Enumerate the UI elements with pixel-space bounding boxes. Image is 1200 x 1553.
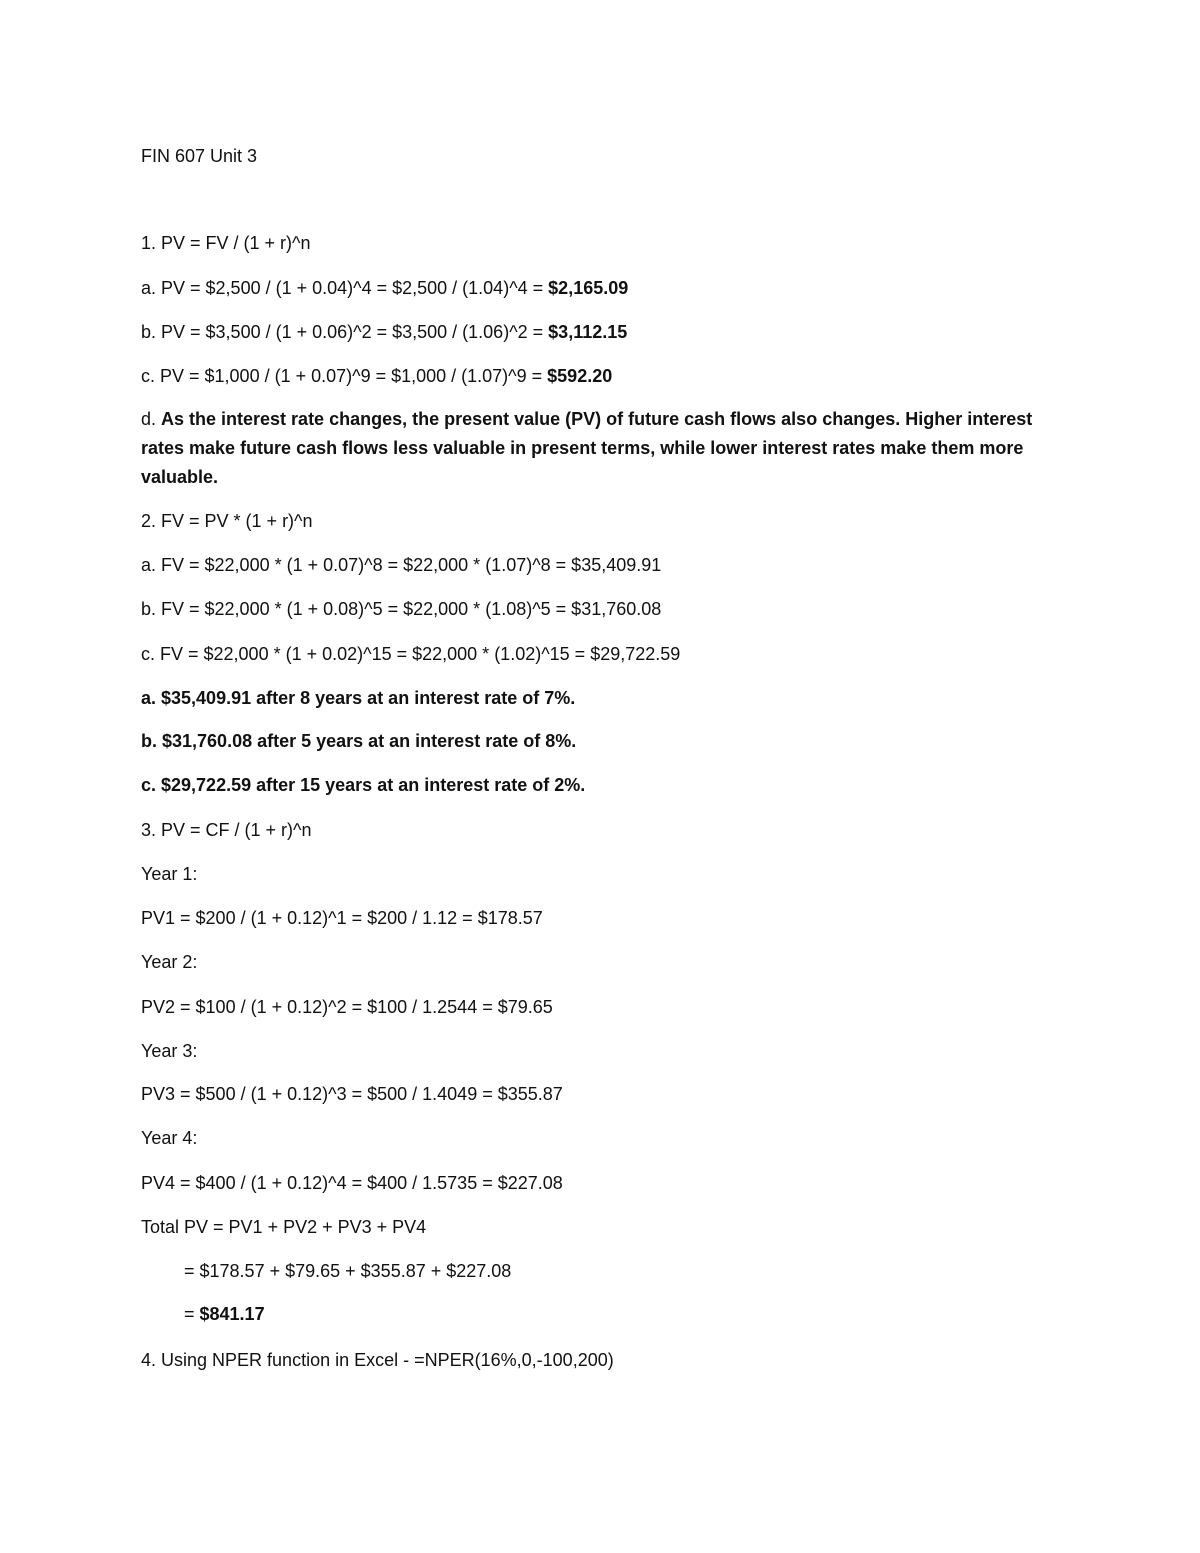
q3-year1-label: Year 1:: [141, 864, 198, 884]
q2-summary-c: c. $29,722.59 after 15 years at an interest rate of 2%.: [141, 775, 586, 795]
q1-b-text: b. PV = $3,500 / (1 + 0.06)^2 = $3,500 / (1.06)^2 =: [141, 322, 549, 342]
q1-a-result: $2,165.09: [548, 278, 629, 298]
q1-part-d: [141, 405, 1051, 492]
q4-text: 4. Using NPER function in Excel - =NPER(16%,0,-100,200): [141, 1350, 614, 1370]
q3-sum-line: = $178.57 + $79.65 + $355.87 + $227.08: [184, 1261, 512, 1281]
q1-part-a: [141, 274, 628, 303]
q1-c-text: c. PV = $1,000 / (1 + 0.07)^9 = $1,000 / (1.07)^9 =: [141, 366, 548, 386]
q1-a-text: a. PV = $2,500 / (1 + 0.04)^4 = $2,500 / (1.04)^4 =: [141, 278, 549, 298]
q1-d-label: d.: [141, 409, 162, 429]
document-title: FIN 607 Unit 3: [141, 146, 258, 166]
q3-year2-label: Year 2:: [141, 952, 198, 972]
q3-total-formula: Total PV = PV1 + PV2 + PV3 + PV4: [141, 1217, 427, 1237]
q3-result-line: [184, 1300, 265, 1329]
q2-summary-b: b. $31,760.08 after 5 years at an interest rate of 8%.: [141, 731, 577, 751]
q2-part-a: a. FV = $22,000 * (1 + 0.07)^8 = $22,000 * (1.07)^8 = $35,409.91: [141, 555, 662, 575]
q2-part-b: b. FV = $22,000 * (1 + 0.08)^5 = $22,000 * (1.08)^5 = $31,760.08: [141, 599, 662, 619]
q1-d-text: As the interest rate changes, the present value (PV) of future cash flows also changes. Higher interest rates make future cash flows less valuable in present terms, while lower interest rates make them more valuable.: [141, 409, 1033, 487]
q2-part-c: c. FV = $22,000 * (1 + 0.02)^15 = $22,000 * (1.02)^15 = $29,722.59: [141, 644, 681, 664]
q1-formula: 1. PV = FV / (1 + r)^n: [141, 233, 311, 253]
q3-year3-label: Year 3:: [141, 1041, 198, 1061]
q1-part-c: [141, 362, 612, 391]
q3-pv4: PV4 = $400 / (1 + 0.12)^4 = $400 / 1.5735 = $227.08: [141, 1173, 563, 1193]
q3-result-value: $841.17: [199, 1304, 265, 1324]
q3-result-eq: =: [184, 1304, 200, 1324]
q2-summary-a: a. $35,409.91 after 8 years at an interest rate of 7%.: [141, 688, 576, 708]
q3-year4-label: Year 4:: [141, 1128, 198, 1148]
q3-pv1: PV1 = $200 / (1 + 0.12)^1 = $200 / 1.12 = $178.57: [141, 908, 543, 928]
q1-b-result: $3,112.15: [548, 322, 628, 342]
q3-formula: 3. PV = CF / (1 + r)^n: [141, 820, 312, 840]
q1-c-result: $592.20: [547, 366, 613, 386]
q2-formula: 2. FV = PV * (1 + r)^n: [141, 511, 313, 531]
q3-pv3: PV3 = $500 / (1 + 0.12)^3 = $500 / 1.4049 = $355.87: [141, 1084, 563, 1104]
q3-pv2: PV2 = $100 / (1 + 0.12)^2 = $100 / 1.2544 = $79.65: [141, 997, 553, 1017]
q1-part-b: [141, 318, 627, 347]
